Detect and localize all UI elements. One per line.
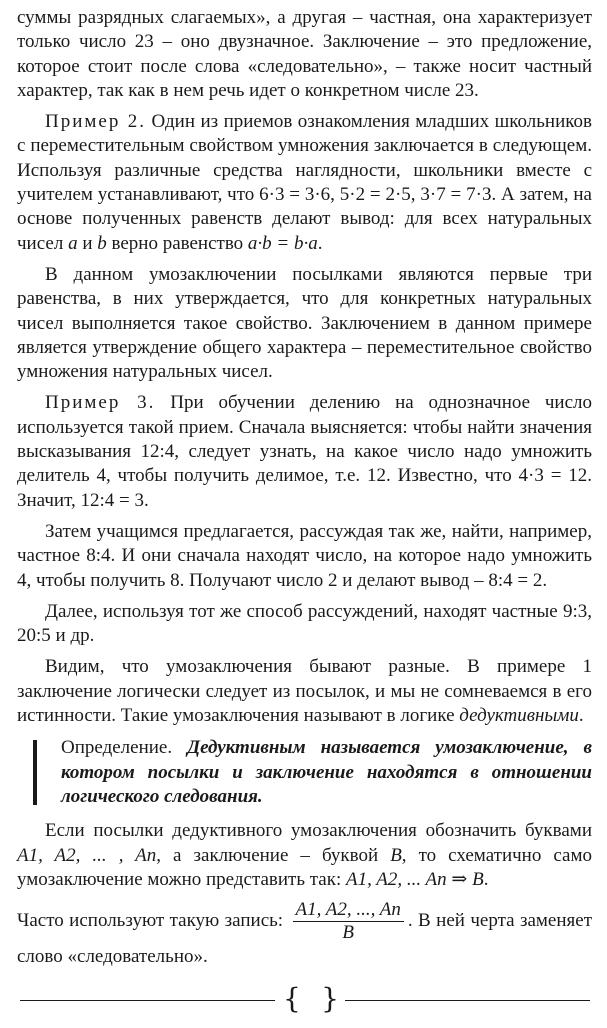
definition-label: Определение. [61,737,188,759]
commutative-equation: a·b = b·a [247,232,318,254]
deductive-term: дедуктивными [459,705,579,727]
fraction-paragraph: Часто используют такую запись: $\frac{A1, A2, ..., An}{B}$ . В ней черта заменяет слово «следовательно». [17,899,593,968]
example-2-label: Пример 2. [45,111,147,133]
definition-bar [33,740,37,805]
example-2-paragraph: Пример 2. Один из приемов ознакомления младших школьников с переместительным свойством умножения заключается в следующем. Используя различные средства наглядности, школьники вместе с учителем устанавливают, что 6·3 = 3·6, 5·2 = 2·5, 3·7 = 7·3. А затем, на основе полученных равенств делают вывод: для всех натуральных чисел a и b верно равенство a·b = b·a. [17,111,592,254]
fraction-notation [293,899,404,944]
footer-brackets-icon: { } [283,982,339,1015]
footer-rule-left [20,1000,275,1001]
example-3-paragraph: Пример 3. При обучении делению на однозначное число используется такой прием. Сначала выясняется: чтобы найти значения высказывания 12:4, следует узнать, на какое число надо умножить делитель 4, чтобы получить делимое, т.е. 12. Известно, что 4·3 = 12. Значит, 12:4 = 3. [17,392,592,511]
premises-sequence: A1, A2, ... , An [17,844,157,866]
page-body [17,6,592,977]
analysis-paragraph: В данном умозаключении посылками являются первые три равенства, в них утверждается, что для конкретных натуральных чисел выполняется такое свойство. Заключением в данном примере является утверждение общего характера – переместительное свойство умножения натуральных чисел. [17,263,592,383]
fraction-denominator: B [342,922,354,944]
conclusion-paragraph: Видим, что умозаключения бывают разные. В примере 1 заключение логически следует из посылок, и мы не сомневаемся в его истинности. Такие умозаключения называют в логике дедуктивными. [17,656,592,727]
implication-formula: A1, A2, ... An ⇒ B [346,868,484,890]
fraction-numerator: A1, A2, ..., An [293,899,404,922]
notation-paragraph: Если посылки дедуктивного умозаключения обозначить буквами A1, A2, ... , An, а заключение – буквой B, то схематично само умозаключение можно представить так: A1, A2, ... An ⇒ B. [17,820,592,890]
quotients-paragraph: Далее, используя тот же способ рассуждений, находят частные 9:3, 20:5 и др. [17,600,592,647]
example-3-label: Пример 3. [45,392,156,414]
footer-rule-right [345,1000,590,1001]
definition-text: Определение. Дедуктивным называется умозаключение, в котором посылки и заключение находятся в отношении логического следования. [61,737,593,807]
paragraph-continuation: суммы разрядных слагаемых», а другая – частная, она характеризует только число 23 – оно двузначное. Заключение – это предложение, которое стоит после слова «следовательно», – также носит частный характер, так как в нем речь идет о конкретном числе 23. [17,7,592,101]
page-footer [0,982,607,1015]
definition-box [33,736,592,809]
division-paragraph: Затем учащимся предлагается, рассуждая так же, найти, например, частное 8:4. И они сначала находят число, на которое надо умножить 4, чтобы получить 8. Получают число 2 и делают вывод – 8:4 = 2. [17,520,592,591]
